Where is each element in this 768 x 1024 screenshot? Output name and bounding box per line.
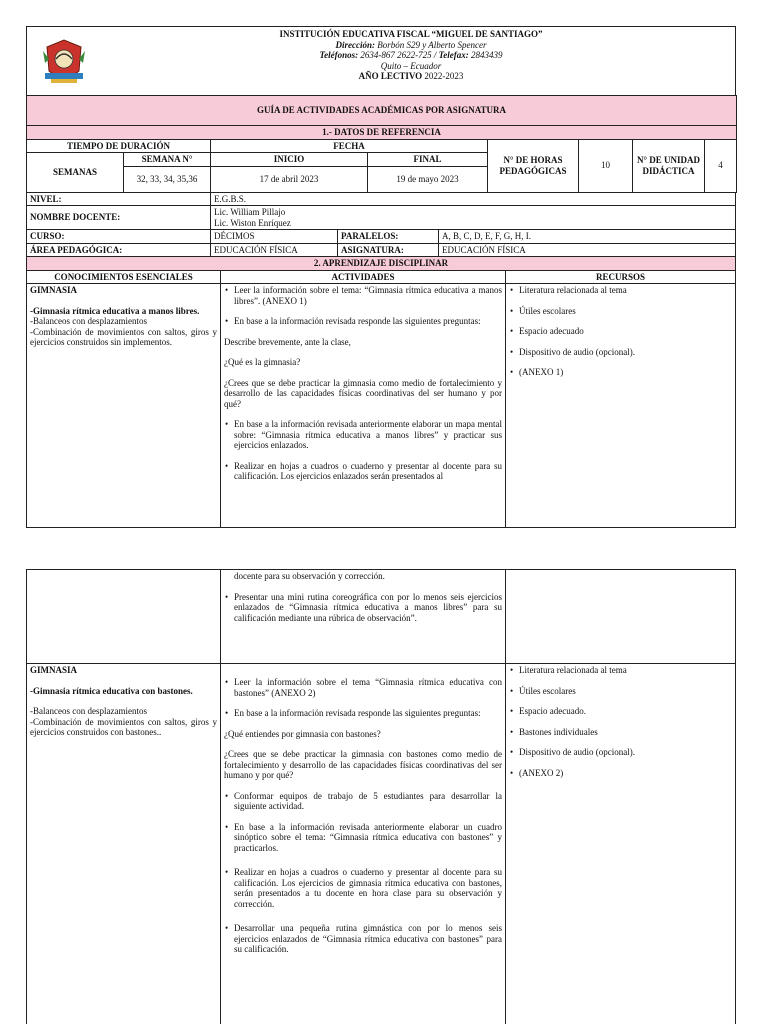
knowledge-title: GIMNASIA xyxy=(30,285,78,295)
resource-item: • Literatura relacionada al tema xyxy=(509,285,732,296)
knowledge-item: -Balanceos con desplazamientos xyxy=(30,706,147,716)
fax-label: Telefax: xyxy=(438,50,469,60)
activity-item: • Leer la información sobre el tema “Gimnasia rítmica educativa con bastones” (ANEXO 2) xyxy=(224,677,502,698)
question: ¿Crees que se debe practicar la gimnasia con bastones como medio de fortalecimiento y desarrollo de las capacidades físicas coordinativas del ser humano y por qué? xyxy=(224,749,502,780)
knowledge-cell-1 xyxy=(27,284,221,528)
col-activities: ACTIVIDADES xyxy=(221,270,506,284)
question: Describe brevemente, ante la clase, xyxy=(224,336,351,347)
activity-item: • En base a la información revisada responde las siguientes preguntas: xyxy=(224,316,502,327)
duration-header: TIEMPO DE DURACIÓN xyxy=(27,139,211,153)
activity-item: • Leer la información sobre el tema: “Gimnasia rítmica educativa a manos libres”. (ANEXO 1) xyxy=(224,285,502,306)
resource-item: • Dispositivo de audio (opcional). xyxy=(509,347,732,358)
knowledge-title: GIMNASIA xyxy=(30,665,78,675)
institution-name: INSTITUCIÓN EDUCATIVA FISCAL “MIGUEL DE SANTIAGO” xyxy=(279,29,543,39)
week-numbers: 32, 33, 34, 35,36 xyxy=(124,166,211,192)
phones: 2634-867 2622-725 / xyxy=(360,50,437,60)
unit-label: N° DE UNIDAD DIDÁCTICA xyxy=(633,139,705,192)
teacher-names xyxy=(211,206,736,230)
end-date: 19 de mayo 2023 xyxy=(368,166,488,192)
city: Quito – Ecuador xyxy=(380,60,442,71)
activity-item: • Presentar una mini rutina coreográfica con por lo menos seis ejercicios enlazados de “Gimnasia rítmica educativa a manos libres” para su calificación mediante una rúbrica de observación”. xyxy=(224,592,502,624)
weeks-label: SEMANAS xyxy=(27,153,124,193)
subject-label: ASIGNATURA: xyxy=(338,243,439,257)
knowledge-cell-continued xyxy=(27,570,221,664)
level-label: NIVEL: xyxy=(27,192,211,206)
resource-item: • Bastones individuales xyxy=(509,727,732,738)
institution-info xyxy=(87,29,735,82)
activity-item: • Conformar equipos de trabajo de 5 estudiantes para desarrollar la siguiente actividad. xyxy=(224,791,502,812)
institution-header xyxy=(26,26,736,96)
resource-item: • (ANEXO 2) xyxy=(509,768,732,779)
knowledge-item: -Combinación de movimientos con saltos, giros y ejercicios construidos sin implementos. xyxy=(30,326,217,347)
area-label: ÁREA PEDAGÓGICA: xyxy=(27,243,211,257)
resource-item: • Literatura relacionada al tema xyxy=(509,665,732,676)
activity-item: • Desarrollar una pequeña rutina gimnástica con por lo menos seis ejercicios enlazados de “Gimnasia rítmica educativa con bastones” para su calificación. xyxy=(224,923,502,955)
activity-item: • Realizar en hojas a cuadros o cuaderno y presentar al docente para su calificación. Los ejercicios enlazados serán presentados al xyxy=(224,461,502,482)
subject-value: EDUCACIÓN FÍSICA xyxy=(439,243,736,257)
section-2-title: 2. APRENDIZAJE DISCIPLINAR xyxy=(27,257,736,271)
teacher-label: NOMBRE DOCENTE: xyxy=(27,206,211,230)
start-label: INICIO xyxy=(211,153,368,167)
week-number-label: SEMANA N° xyxy=(124,153,211,167)
activities-cell-2 xyxy=(221,664,506,1024)
resource-item: • (ANEXO 1) xyxy=(509,367,732,378)
course-label: CURSO: xyxy=(27,230,211,244)
activities-cell-1 xyxy=(221,284,506,528)
activity-item: • En base a la información revisada anteriormente elaborar un cuadro sinóptico sobre el tema: “Gimnasia rítmica educativa con bastones” y practicarlos. xyxy=(224,822,502,854)
end-label: FINAL xyxy=(368,153,488,167)
question: ¿Crees que se debe practicar la gimnasia como medio de fortalecimiento y desarrollo de las capacidades físicas coordinativas del ser humano y por qué? xyxy=(224,377,502,409)
activity-item: • Realizar en hojas a cuadros o cuaderno y presentar al docente para su calificación. Los ejercicios de gimnasia rítmica educativa con bastones, serán presentados a tu docente en hora clase para su observación y corrección. xyxy=(224,867,502,909)
question: ¿Qué es la gimnasia? xyxy=(224,357,301,367)
resources-cell-2 xyxy=(506,664,736,1024)
teacher-1: Lic. William Pillajo xyxy=(214,207,286,217)
fax: 2843439 xyxy=(471,50,503,60)
knowledge-cell-2 xyxy=(27,664,221,1024)
sections-label: PARALELOS: xyxy=(338,230,439,244)
page-2 xyxy=(26,569,736,1024)
address-label: Dirección: xyxy=(335,39,375,50)
unit-value: 4 xyxy=(705,139,737,192)
resource-item: • Espacio adecuado xyxy=(509,326,732,337)
resources-cell-1 xyxy=(506,284,736,528)
activity-item: • En base a la información revisada anteriormente elaborar un mapa mental sobre: “Gimnasia rítmica educativa a manos libres” y practicar sus ejercicios enlazados. xyxy=(224,419,502,451)
hours-label: N° DE HORAS PEDAGÓGICAS xyxy=(488,139,579,192)
level-value: E.G.B.S. xyxy=(211,192,736,206)
school-crest-logo xyxy=(41,37,87,87)
col-resources: RECURSOS xyxy=(506,270,736,284)
course-value: DÉCIMOS xyxy=(211,230,338,244)
knowledge-item: -Combinación de movimientos con saltos, giros y ejercicios construidos con bastones.. xyxy=(30,716,217,737)
resources-cell-continued xyxy=(506,570,736,664)
col-knowledge: CONOCIMIENTOS ESENCIALES xyxy=(27,270,221,284)
activities-cell-continued xyxy=(221,570,506,664)
phones-label: Teléfonos: xyxy=(319,50,359,60)
resource-item: • Útiles escolares xyxy=(509,686,732,697)
address: Borbón S29 y Alberto Spencer xyxy=(377,39,487,50)
school-year: 2022-2023 xyxy=(424,71,464,81)
resource-item: • Espacio adecuado. xyxy=(509,706,732,717)
knowledge-subtitle: -Gimnasia rítmica educativa a manos libres. xyxy=(30,305,200,316)
question: ¿Qué entiendes por gimnasia con bastones? xyxy=(224,728,381,739)
page-1 xyxy=(26,26,736,528)
activity-item: • En base a la información revisada responde las siguientes preguntas: xyxy=(224,708,502,719)
area-value: EDUCACIÓN FÍSICA xyxy=(211,243,338,257)
hours-value: 10 xyxy=(579,139,633,192)
activity-continuation: docente para su observación y corrección. xyxy=(234,571,385,581)
knowledge-subtitle: -Gimnasia rítmica educativa con bastones. xyxy=(30,685,193,696)
teacher-2: Lic. Wiston Enríquez xyxy=(214,217,291,228)
sections-value: A, B, C, D, E, F, G, H, I. xyxy=(439,230,736,244)
start-date: 17 de abril 2023 xyxy=(211,166,368,192)
knowledge-item: -Balanceos con desplazamientos xyxy=(30,316,147,326)
resource-item: • Útiles escolares xyxy=(509,306,732,317)
section-1-title: 1.- DATOS DE REFERENCIA xyxy=(27,126,737,140)
date-header: FECHA xyxy=(211,139,488,153)
resource-item: • Dispositivo de audio (opcional). xyxy=(509,747,732,758)
year-label: AÑO LECTIVO xyxy=(358,71,423,81)
guide-title: GUÍA DE ACTIVIDADES ACADÉMICAS POR ASIGNATURA xyxy=(27,96,737,126)
